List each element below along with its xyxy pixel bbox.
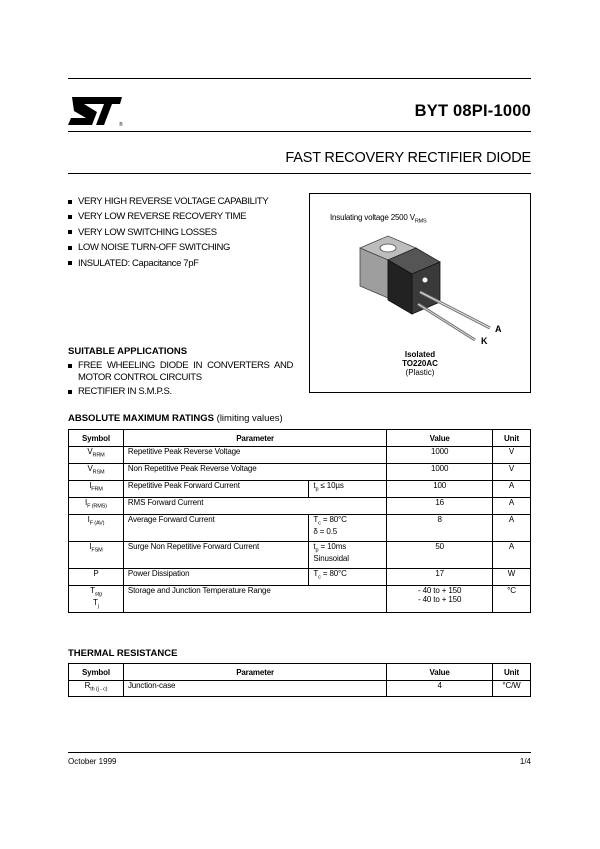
package-label (310, 350, 530, 377)
value-line2: - 40 to + 150 (418, 595, 462, 604)
symbol-text: I (89, 481, 92, 490)
col-unit: Unit (493, 430, 531, 447)
col-unit: Unit (493, 664, 531, 681)
symbol-cell (69, 586, 124, 613)
symbol-sub: stg (94, 591, 102, 598)
top-rule (68, 78, 531, 79)
package-line2: TO220AC (402, 359, 438, 368)
symbol-sub: F (AV) (89, 520, 105, 527)
table-row (69, 464, 531, 481)
footer-date: October 1999 (68, 757, 117, 766)
feature-item: VERY LOW SWITCHING LOSSES (68, 225, 268, 240)
symbol-text: V (87, 464, 93, 473)
col-parameter: Parameter (123, 664, 386, 681)
part-number: BYT 08PI-1000 (414, 102, 531, 120)
condition-text: t (313, 481, 316, 490)
symbol-cell (69, 515, 124, 542)
condition-text: t (313, 542, 316, 551)
value-line1: - 40 to + 150 (418, 586, 462, 595)
table-row (69, 586, 531, 613)
applications-title: SUITABLE APPLICATIONS (68, 346, 188, 357)
symbol-cell (69, 542, 124, 569)
subtitle-rule (68, 173, 531, 174)
pin-a-label: A (495, 324, 502, 334)
feature-list (68, 194, 268, 271)
condition-cell (309, 515, 387, 542)
table-row (69, 481, 531, 498)
col-parameter: Parameter (123, 430, 386, 447)
condition-rest: ≤ 10µs (318, 481, 344, 490)
condition-line1 (313, 542, 382, 554)
condition-cell (309, 542, 387, 569)
unit-cell: °C/W (493, 681, 531, 697)
symbol-line2 (73, 598, 119, 610)
condition-line2: δ = 0.5 (313, 526, 338, 536)
insulating-voltage-text: Insulating voltage 2500 V (330, 213, 415, 222)
unit-cell: V (493, 464, 531, 481)
footer-rule (68, 752, 531, 753)
st-logo-icon (68, 94, 126, 128)
footer-page-number: 1/4 (519, 757, 531, 766)
registered-mark: ® (119, 122, 123, 128)
symbol-sub: th (j - c) (90, 686, 108, 693)
parameter-cell: Surge Non Repetitive Forward Current (123, 542, 309, 569)
abs-max-title-text: ABSOLUTE MAXIMUM RATINGS (68, 413, 215, 424)
parameter-cell: Average Forward Current (123, 515, 309, 542)
symbol-cell (69, 498, 124, 515)
symbol-sub: RSM (92, 469, 105, 476)
parameter-cell: Non Repetitive Peak Reverse Voltage (123, 464, 386, 481)
feature-item: VERY LOW REVERSE RECOVERY TIME (68, 209, 268, 224)
abs-max-table (68, 429, 531, 613)
unit-cell: °C (493, 586, 531, 613)
product-subtitle: FAST RECOVERY RECTIFIER DIODE (285, 150, 531, 166)
value-cell: 8 (387, 515, 493, 542)
condition-rest: = 80°C (320, 515, 347, 524)
table-row (69, 542, 531, 569)
symbol-cell: P (69, 569, 124, 586)
package-box (309, 193, 531, 393)
parameter-cell: Repetitive Peak Reverse Voltage (123, 447, 386, 464)
package-line3: (Plastic) (405, 368, 435, 377)
condition-cell (309, 569, 387, 586)
symbol-sub: j (97, 603, 99, 610)
unit-cell: W (493, 569, 531, 586)
applications-list (68, 360, 293, 401)
table-header-row (69, 430, 531, 447)
parameter-cell: Repetitive Peak Forward Current (123, 481, 309, 498)
value-cell: 50 (387, 542, 493, 569)
parameter-cell: Storage and Junction Temperature Range (123, 586, 386, 613)
value-cell: 16 (387, 498, 493, 515)
feature-item: INSULATED: Capacitance 7pF (68, 256, 268, 271)
condition-sub: c (318, 574, 321, 581)
symbol-text: T (93, 597, 98, 607)
col-symbol: Symbol (69, 664, 124, 681)
pin-k-label: K (481, 336, 488, 346)
symbol-cell (69, 464, 124, 481)
symbol-text: I (89, 542, 92, 551)
symbol-text: I (87, 515, 90, 524)
value-cell: 1000 (387, 464, 493, 481)
feature-item: VERY HIGH REVERSE VOLTAGE CAPABILITY (68, 194, 268, 209)
unit-cell: A (493, 498, 531, 515)
unit-cell: A (493, 515, 531, 542)
parameter-cell: RMS Forward Current (123, 498, 386, 515)
symbol-sub: FSM (91, 547, 103, 554)
table-row (69, 447, 531, 464)
value-cell: 100 (387, 481, 493, 498)
parameter-cell: Junction-case (123, 681, 386, 697)
condition-text: T (313, 569, 319, 578)
application-item: FREE WHEELING DIODE IN CONVERTERS AND MOTOR CONTROL CIRCUITS (68, 360, 293, 383)
to220-package-icon (350, 228, 510, 348)
thermal-title: THERMAL RESISTANCE (68, 648, 178, 659)
value-cell (387, 586, 493, 613)
feature-item: LOW NOISE TURN-OFF SWITCHING (68, 240, 268, 255)
title-rule (68, 131, 531, 132)
col-value: Value (387, 430, 493, 447)
condition-rest: = 10ms (318, 542, 347, 551)
table-row (69, 681, 531, 697)
col-value: Value (387, 664, 493, 681)
condition-text: T (313, 515, 319, 524)
condition-sub: p (315, 547, 319, 554)
symbol-text: V (87, 447, 93, 456)
insulating-voltage-sub: RMS (414, 218, 427, 225)
unit-cell: A (493, 481, 531, 498)
condition-rest: = 80°C (320, 569, 347, 578)
symbol-cell (69, 481, 124, 498)
col-symbol: Symbol (69, 430, 124, 447)
symbol-sub: F (RMS) (87, 503, 107, 510)
symbol-text: R (84, 681, 91, 690)
table-row (69, 569, 531, 586)
symbol-sub: RRM (92, 452, 105, 459)
insulating-voltage (330, 213, 426, 225)
condition-sub: p (315, 486, 319, 493)
value-cell: 4 (387, 681, 493, 697)
thermal-table (68, 663, 531, 697)
package-line1: Isolated (404, 350, 436, 359)
symbol-sub: FRM (91, 486, 103, 493)
symbol-line1 (73, 586, 119, 598)
condition-sub: c (318, 520, 321, 527)
unit-cell: A (493, 542, 531, 569)
value-cell: 1000 (387, 447, 493, 464)
application-item: RECTIFIER IN S.M.P.S. (68, 386, 293, 398)
condition-line1 (313, 515, 382, 527)
symbol-cell (69, 447, 124, 464)
symbol-text: I (85, 498, 88, 507)
condition-cell (309, 481, 387, 498)
parameter-cell: Power Dissipation (123, 569, 309, 586)
condition-line2: Sinusoidal (313, 553, 349, 563)
value-cell: 17 (387, 569, 493, 586)
table-row (69, 515, 531, 542)
abs-max-title (68, 413, 283, 424)
symbol-text: T (90, 586, 95, 595)
symbol-cell (69, 681, 124, 697)
abs-max-title-suffix: (limiting values) (216, 413, 283, 424)
table-header-row (69, 664, 531, 681)
table-row (69, 498, 531, 515)
unit-cell: V (493, 447, 531, 464)
